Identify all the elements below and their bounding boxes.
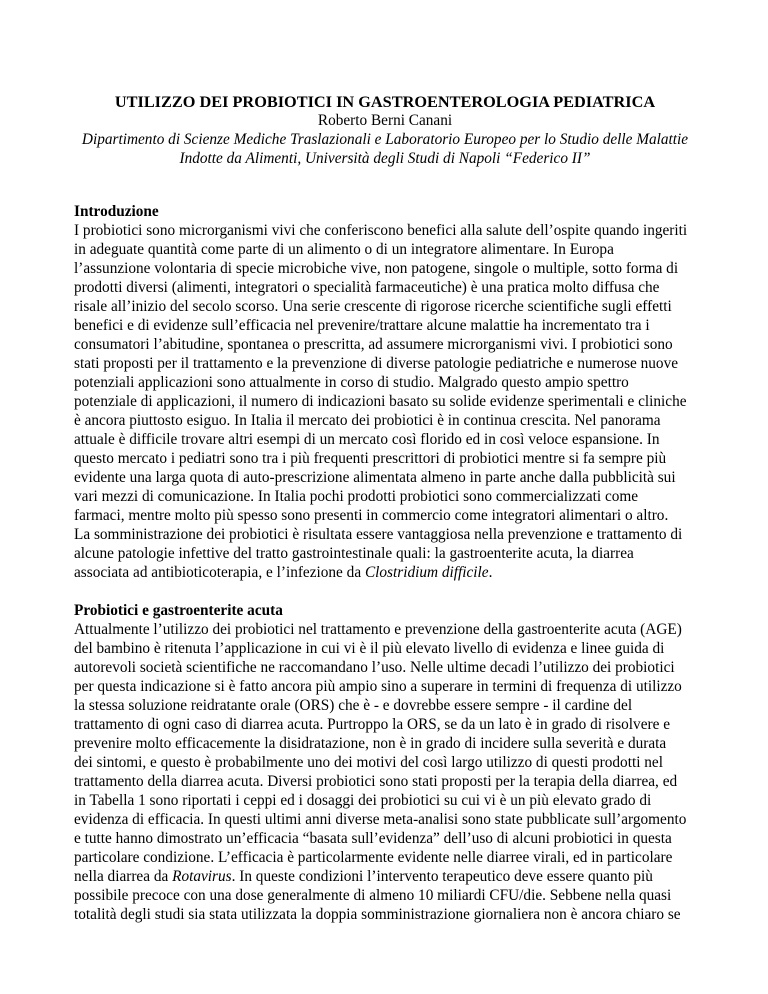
text-run: farmaci, mentre molto più spesso sono presenti in commercio come integratori alimentari o altro. (74, 507, 669, 524)
section-body (74, 221, 696, 582)
text-run: prevenire molto efficacemente la disidratazione, non è in grado di incidere sulla severità e durata (74, 735, 667, 752)
text-run: in Tabella 1 sono riportati i ceppi ed i dosaggi dei probiotici su cui vi è un più elevato grado di (74, 792, 652, 809)
document-page (74, 0, 696, 924)
text-run: prodotti diversi (alimenti, integratori o specialità farmaceutiche) è una pratica molto diffusa che (74, 279, 660, 296)
text-run: . (488, 564, 493, 581)
text-line (74, 411, 696, 430)
text-run: possibile precoce con una dose generalmente di almeno 10 miliardi CFU/die. Sebbene nella quasi (74, 887, 672, 904)
text-run: attuale è difficile trovare altri esempi di un mercato così florido ed in così veloce espansione. In (74, 431, 660, 448)
text-line (74, 677, 696, 696)
text-line (74, 696, 696, 715)
text-line (74, 506, 696, 525)
text-line (74, 487, 696, 506)
text-line (74, 259, 696, 278)
text-line (74, 734, 696, 753)
text-line (74, 316, 696, 335)
italic-term: Rotavirus (172, 868, 232, 885)
text-run: evidente una larga quota di auto-prescrizione alimentata almeno in parte anche dalla pubblicità sui (74, 469, 676, 486)
text-line (74, 240, 696, 259)
text-line (74, 221, 696, 240)
text-run: benefici e di evidenze sull’efficacia nel prevenire/trattare alcune malattie ha incrementato tra i (74, 317, 650, 334)
text-line (74, 373, 696, 392)
text-run: questo mercato i pediatri sono tra i più frequenti prescrittori di probiotici mentre si fa sempre più (74, 450, 667, 467)
text-run: è ancora piuttosto esiguo. In Italia il mercato dei probiotici è in continua crescita. Nel panorama (74, 412, 661, 429)
text-run: associata ad antibioticoterapia, e l’infezione da (74, 564, 365, 581)
text-line (74, 829, 696, 848)
text-line (74, 905, 696, 924)
text-run: consumatori l’abitudine, spontanea o prescritta, ad assumere microrganismi vivi. I probiotici sono (74, 336, 673, 353)
text-run: trattamento della diarrea acuta. Diversi probiotici sono stati proposti per la terapia della diarrea, ed (74, 773, 678, 790)
text-line (74, 449, 696, 468)
text-run: stati proposti per il trattamento e la prevenzione di diverse patologie pediatriche e numerose nuove (74, 355, 679, 372)
document-title: UTILIZZO DEI PROBIOTICI IN GASTROENTEROLOGIA PEDIATRICA (114, 92, 656, 111)
text-run: potenziale di applicazioni, il numero di indicazioni basato su solide evidenze sperimentali e cliniche (74, 393, 687, 410)
text-line (74, 544, 696, 563)
text-run: nella diarrea da (74, 868, 173, 885)
text-line (74, 715, 696, 734)
text-run: I probiotici sono microrganismi vivi che conferiscono benefici alla salute dell’ospite quando ingeriti (74, 222, 688, 239)
text-run: per questa indicazione si è fatto ancora più ampio sino a superare in termini di frequenza di utilizzo (74, 678, 682, 695)
text-run: vari mezzi di comunicazione. In Italia pochi prodotti probiotici sono commercializzati come (74, 488, 639, 505)
text-line (74, 620, 696, 639)
text-run: e tutte hanno dimostrato un’efficacia “basata sull’evidenza” dell’uso di alcuni probiotici in questa (74, 830, 672, 847)
text-run: Attualmente l’utilizzo dei probiotici nel trattamento e prevenzione della gastroenterite acuta (AGE) (74, 621, 682, 638)
section-body (74, 620, 696, 924)
text-run: trattamento di ogni caso di diarrea acuta. Purtroppo la ORS, se da un lato è in grado di risolvere e (74, 716, 670, 733)
text-run: in adeguate quantità come parte di un alimento o di un integratore alimentare. In Europa (74, 241, 614, 258)
text-line (74, 867, 696, 886)
section-heading: Probiotici e gastroenterite acuta (74, 602, 283, 619)
text-line (74, 335, 696, 354)
text-line (74, 772, 696, 791)
text-line (74, 810, 696, 829)
text-line (74, 848, 696, 867)
text-line (74, 658, 696, 677)
affiliation-line: Indotte da Alimenti, Università degli Studi di Napoli “Federico II” (179, 150, 591, 167)
text-run: potenziali applicazioni sono attualmente in corso di studio. Malgrado questo ampio spettro (74, 374, 629, 391)
text-run: del bambino è ritenuta l’applicazione in cui vi è il più elevato livello di evidenza e linee guida di (74, 640, 665, 657)
document-header (74, 92, 696, 168)
text-run: La somministrazione dei probiotici è risultata essere vantaggiosa nella prevenzione e trattamento di (74, 526, 683, 543)
text-run: dei sintomi, e questo è probabilmente uno dei motivi del così largo utilizzo di questi prodotti nel (74, 754, 663, 771)
text-line (74, 563, 696, 582)
text-line (74, 639, 696, 658)
text-run: . In queste condizioni l’intervento terapeutico deve essere quanto più (231, 868, 653, 885)
text-line (74, 430, 696, 449)
section-heading: Introduzione (74, 203, 159, 220)
text-run: risale all’inizio del secolo scorso. Una serie crescente di rigorose ricerche scientifiche sugli effetti (74, 298, 672, 315)
text-line (74, 392, 696, 411)
section-gastroenteritis (74, 601, 696, 924)
section-introduction (74, 202, 696, 582)
document-author: Roberto Berni Canani (317, 112, 453, 129)
text-line (74, 468, 696, 487)
text-line (74, 791, 696, 810)
text-line (74, 278, 696, 297)
text-line (74, 886, 696, 905)
text-line (74, 525, 696, 544)
text-run: evidenza di efficacia. In questi ultimi anni diverse meta-analisi sono state pubblicate sull’argomento (74, 811, 687, 828)
text-line (74, 297, 696, 316)
text-run: particolare condizione. L’efficacia è particolarmente evidente nelle diarree virali, ed in particolare (74, 849, 673, 866)
text-run: autorevoli società scientifiche ne raccomandano l’uso. Nelle ultime decadi l’utilizzo dei probiotici (74, 659, 675, 676)
text-run: l’assunzione volontaria di specie microbiche vive, non patogene, singole o multiple, sotto forma di (74, 260, 679, 277)
italic-term: Clostridium difficile (364, 564, 489, 581)
affiliation-line: Dipartimento di Scienze Mediche Traslazionali e Laboratorio Europeo per lo Studio delle Malattie (81, 131, 689, 148)
text-line (74, 354, 696, 373)
text-line (74, 753, 696, 772)
text-run: la stessa soluzione reidratante orale (ORS) che è - e dovrebbe essere sempre - il cardine del (74, 697, 633, 714)
text-run: totalità degli studi sia stata utilizzata la doppia somministrazione giornaliera non è ancora chiaro se (74, 906, 681, 923)
text-run: alcune patologie infettive del tratto gastrointestinale quali: la gastroenterite acuta, la diarrea (74, 545, 634, 562)
